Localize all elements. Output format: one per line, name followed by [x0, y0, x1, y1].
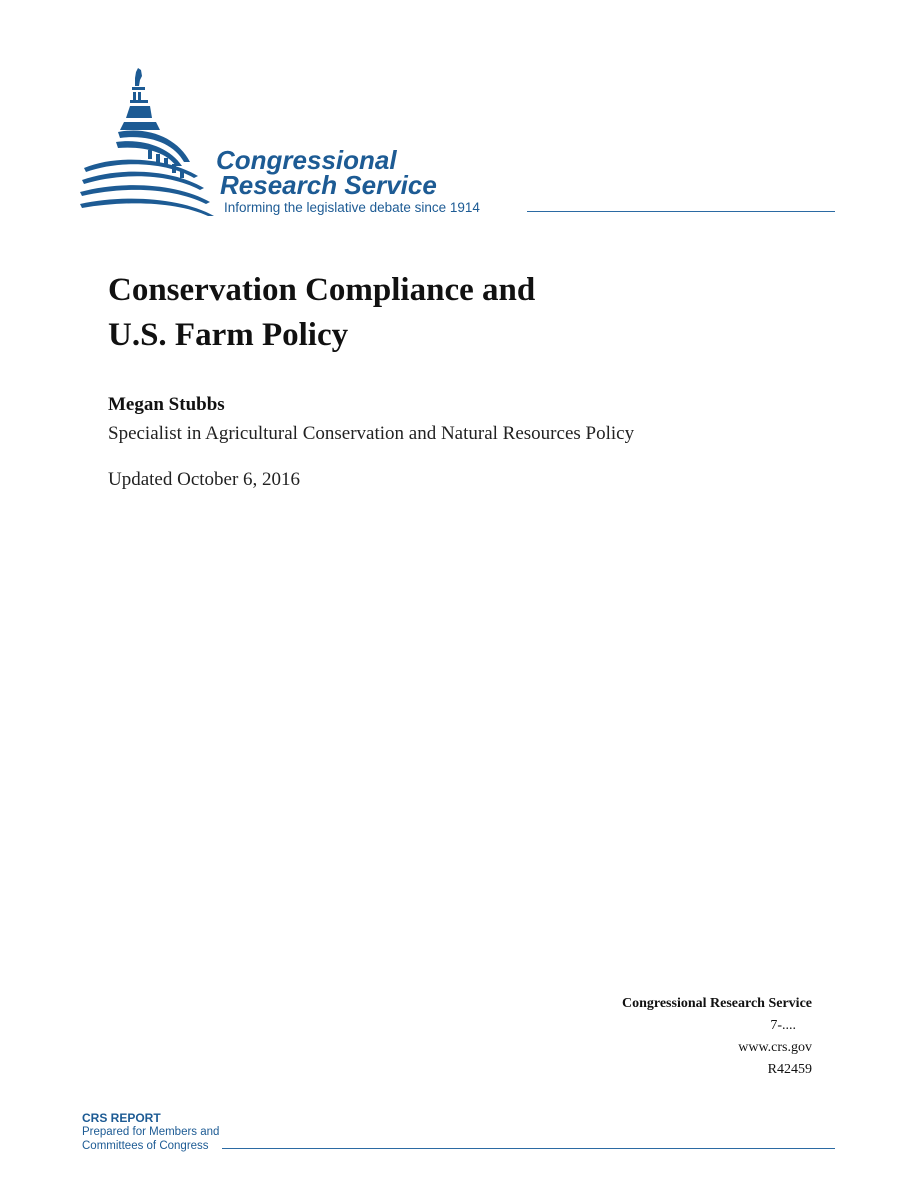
footer-prepared-line1: Prepared for Members and — [82, 1126, 220, 1138]
meta-org: Congressional Research Service — [621, 996, 812, 1011]
logo-org-line1: Congressional — [216, 145, 397, 175]
footer-rule — [222, 1148, 835, 1149]
footer-prepared-line2: Committees of Congress — [82, 1140, 209, 1152]
header-rule — [527, 211, 835, 212]
report-title-line2: U.S. Farm Policy — [108, 317, 349, 353]
author-position: Specialist in Agricultural Conservation and Natural Resources Policy — [108, 423, 635, 444]
report-title-line1: Conservation Compliance and — [108, 272, 536, 308]
updated-date: Updated October 6, 2016 — [108, 469, 301, 490]
meta-number: 7-.... — [770, 1018, 796, 1033]
logo-org-line2: Research Service — [220, 170, 437, 200]
meta-website: www.crs.gov — [738, 1040, 812, 1055]
capitol-dome-icon — [78, 66, 218, 216]
footer-report-block — [82, 1111, 219, 1153]
footer-report-type: CRS REPORT — [82, 1111, 161, 1125]
meta-report-id: R42459 — [767, 1062, 812, 1077]
logo-tagline: Informing the legislative debate since 1914 — [224, 200, 480, 215]
report-meta — [622, 993, 812, 1081]
report-title — [108, 268, 535, 358]
author-name: Megan Stubbs — [108, 394, 225, 415]
